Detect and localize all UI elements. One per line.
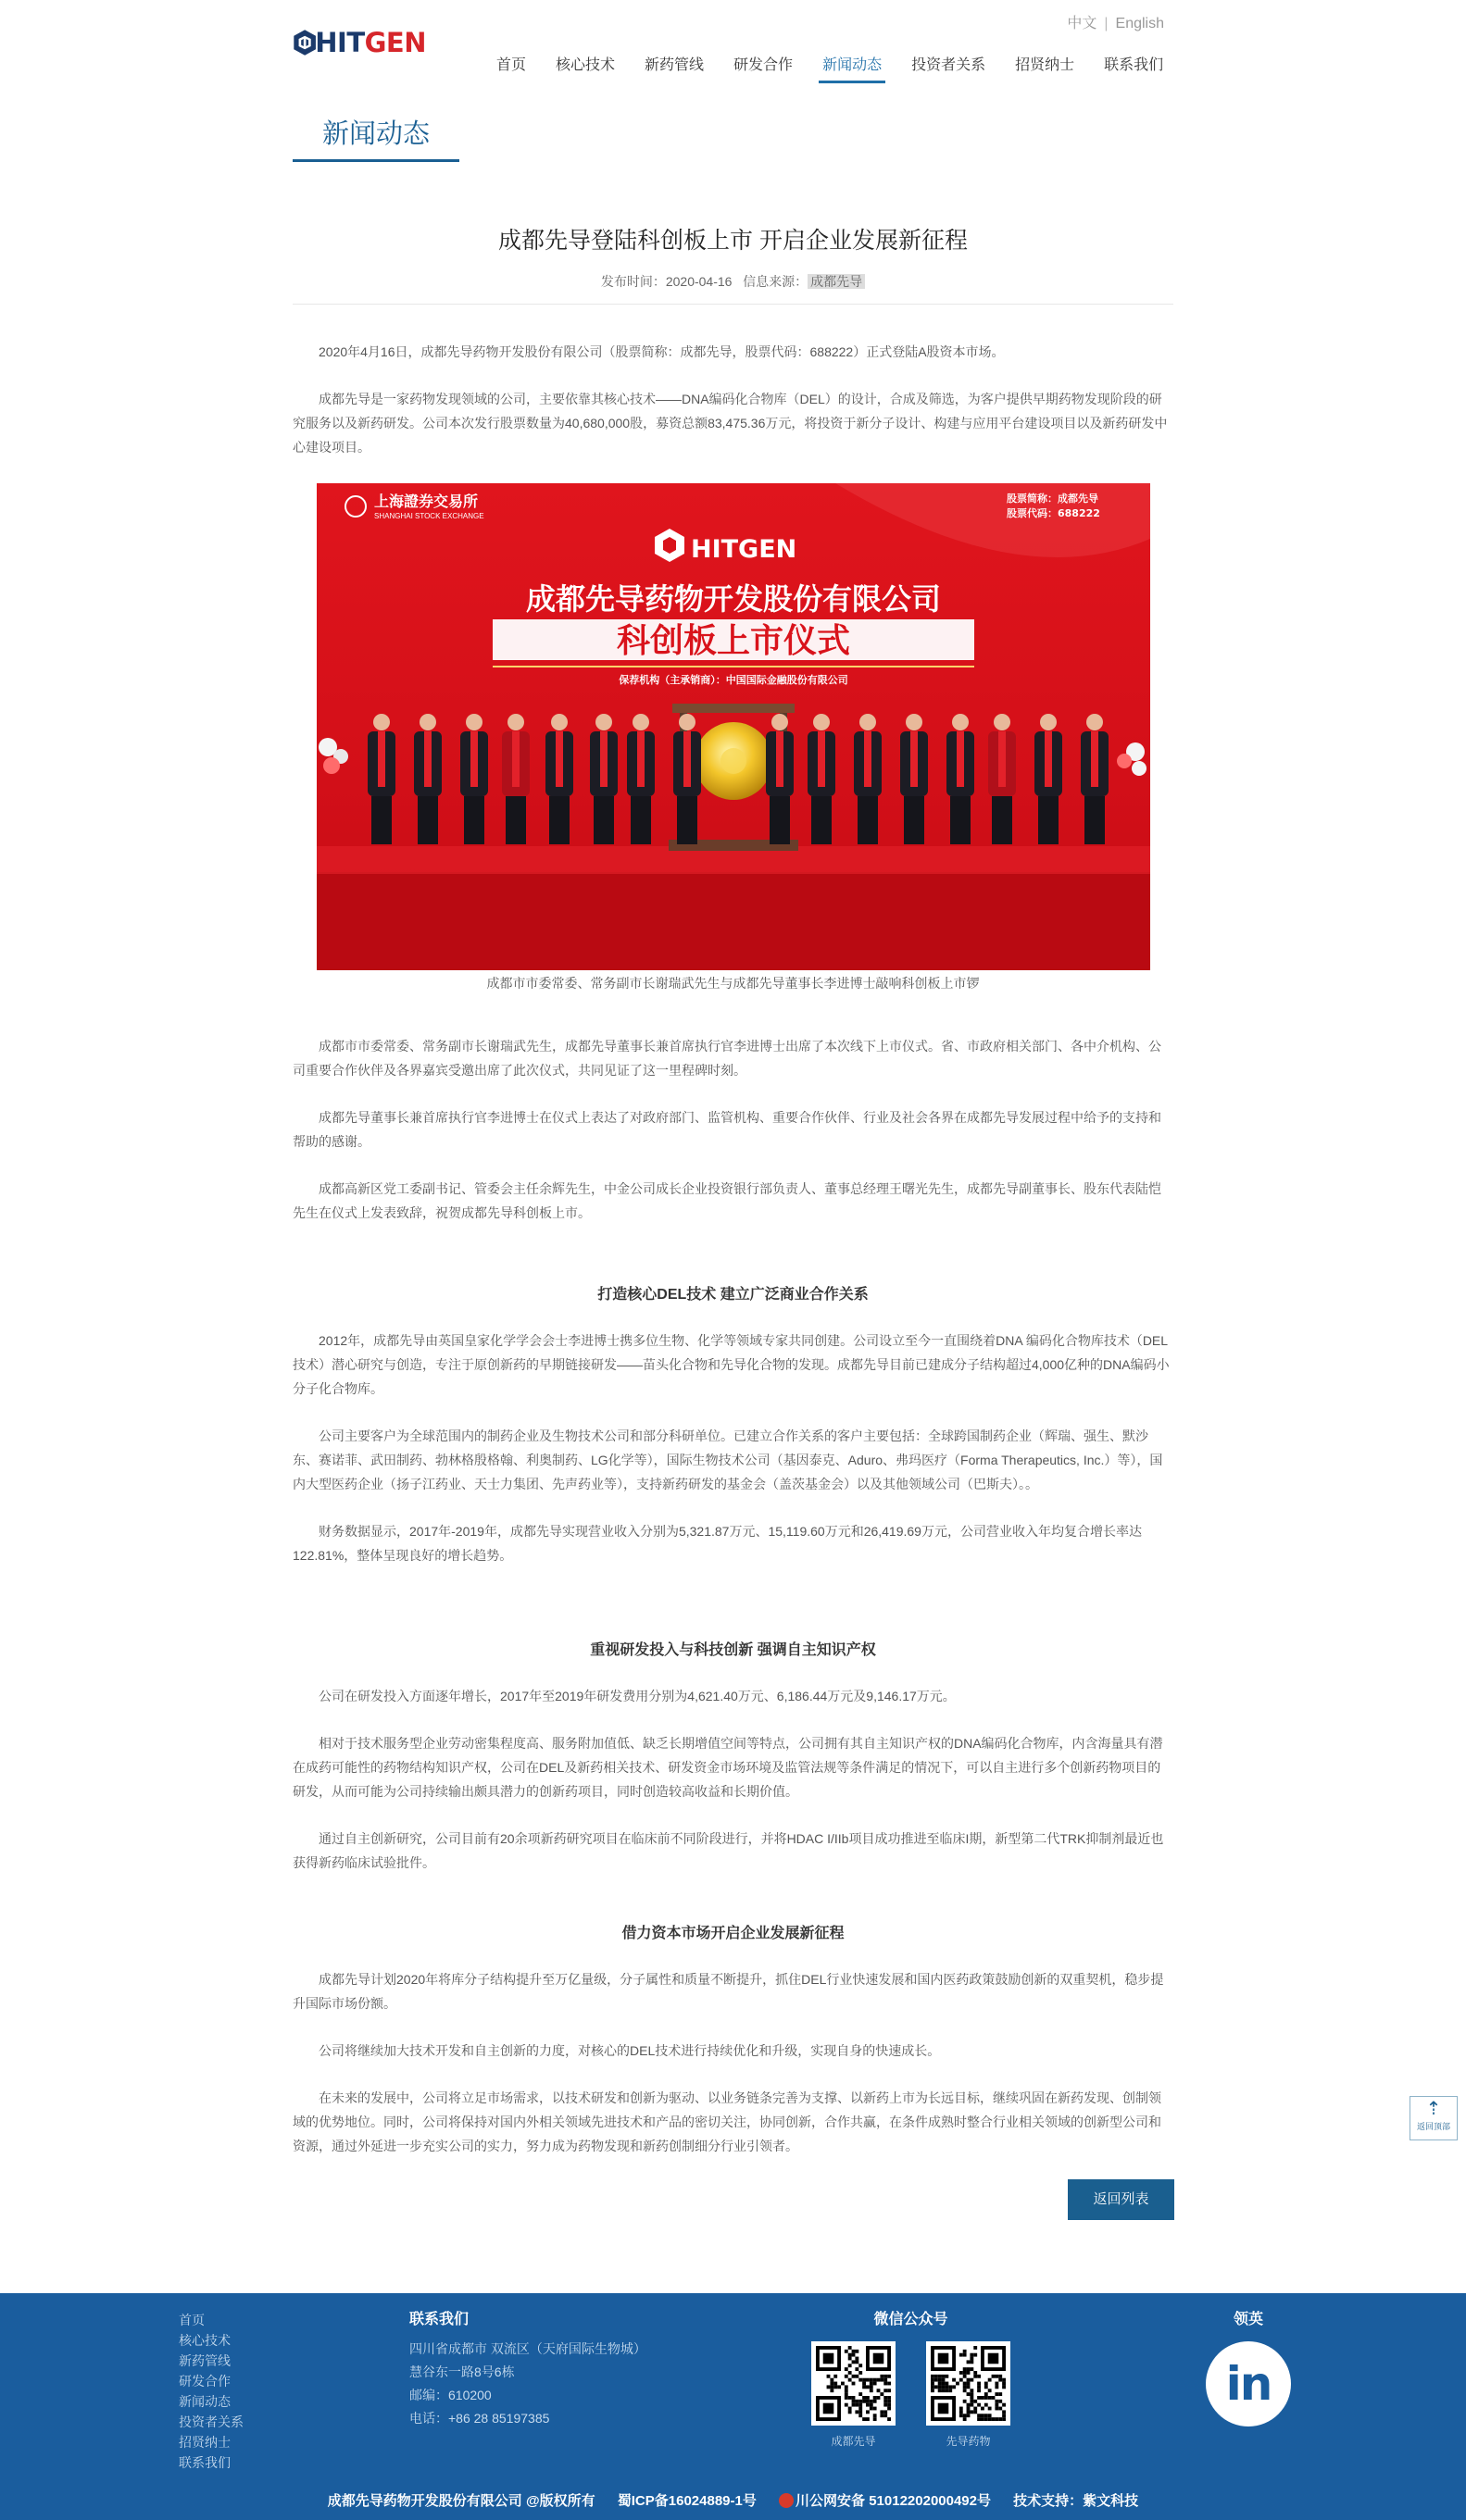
guest-figure xyxy=(1034,714,1062,844)
site-header xyxy=(0,0,1466,102)
banner-company-name: 成都先导药物开发股份有限公司 xyxy=(525,581,942,617)
paragraph: 成都先导董事长兼首席执行官李进博士在仪式上表达了对政府部门、监管机构、重要合作伙伴、行业及社会各界在成都先导发展过程中给予的支持和帮助的感谢。 xyxy=(293,1110,1161,1149)
footer-link-rd[interactable]: 研发合作 xyxy=(179,2374,231,2389)
subheading: 打造核心DEL技术 建立广泛商业合作关系 xyxy=(597,1287,869,1303)
paragraph: 成都先导计划2020年将库分子结构提升至万亿量级，分子属性和质量不断提升，抓住DEL行业快速发展和国内医药政策鼓励创新的双重契机，稳步提升国际市场份额。 xyxy=(293,1972,1164,2011)
footer-bottom-bar xyxy=(0,2490,1466,2510)
publish-label: 发布时间： xyxy=(600,274,666,289)
nav-news[interactable]: 新闻动态 xyxy=(808,53,896,90)
tech-support: 技术支持：紫文科技 xyxy=(1013,2493,1139,2509)
guest-figure xyxy=(946,714,974,844)
footer-linkedin xyxy=(1204,2310,1293,2426)
icp-link[interactable]: 蜀ICP备16024889-1号 xyxy=(617,2493,757,2509)
guest-figure xyxy=(545,714,573,844)
paragraph: 公司在研发投入方面逐年增长，2017年至2019年研发费用分别为4,621.40万元、6,186.44万元及9,146.17万元。 xyxy=(319,1689,956,1703)
nav-home[interactable]: 首页 xyxy=(496,57,527,73)
nav-careers[interactable]: 招贤纳士 xyxy=(1015,57,1075,73)
exchange-name-cn: 上海證券交易所 xyxy=(374,493,479,510)
banner-logo-text: HITGEN xyxy=(691,535,797,564)
news-article xyxy=(293,194,1173,2158)
nav-rd-partnership[interactable]: 研发合作 xyxy=(733,57,794,73)
nav-pipeline[interactable]: 新药管线 xyxy=(645,57,705,73)
qr-row xyxy=(811,2341,1010,2449)
guest-figure xyxy=(900,714,928,844)
linkedin-icon[interactable]: in xyxy=(1206,2341,1291,2426)
footer-link-contact[interactable]: 联系我们 xyxy=(179,2455,231,2470)
meta-divider xyxy=(293,304,1173,305)
hexagon-logo-icon xyxy=(293,21,317,64)
guest-figure xyxy=(808,714,835,844)
contact-title: 联系我们 xyxy=(409,2312,470,2327)
main-nav xyxy=(482,53,1178,90)
logo-text: HITGEN xyxy=(315,27,426,58)
nav-investors[interactable]: 投资者关系 xyxy=(911,57,986,73)
footer-links xyxy=(179,2310,244,2473)
paragraph: 2020年4月16日，成都先导药物开发股份有限公司（股票简称：成都先导，股票代码：688222）正式登陆A股资本市场。 xyxy=(319,344,1005,359)
qr-hitgen-pharma xyxy=(926,2341,1010,2449)
qr-caption: 成都先导 xyxy=(831,2435,876,2448)
lang-zh[interactable]: 中文 xyxy=(1067,16,1097,31)
paragraph: 通过自主创新研究，公司目前有20余项新药研究项目在临床前不同阶段进行，并将HDAC I/IIb项目成功推进至临床I期，新型第二代TRK抑制剂最近也获得新药临床试验批件。 xyxy=(293,1831,1164,1870)
subheading: 重视研发投入与科技创新 强调自主知识产权 xyxy=(590,1642,876,1658)
nav-core-tech[interactable]: 核心技术 xyxy=(556,57,616,73)
paragraph: 成都市市委常委、常务副市长谢瑞武先生，成都先导董事长兼首席执行官李进博士出席了本次线下上市仪式。省、市政府相关部门、各中介机构、公司重要合作伙伴及各界嘉宾受邀出席了此次仪式，共同见证了这一里程碑时刻。 xyxy=(293,1039,1161,1078)
guest-figure xyxy=(1081,714,1109,844)
copyright: 成都先导药物开发股份有限公司 @版权所有 xyxy=(327,2493,595,2509)
site-footer xyxy=(0,2293,1466,2520)
paragraph: 2012年，成都先导由英国皇家化学学会会士李进博士携多位生物、化学等领域专家共同创建。公司设立至今一直围绕着DNA 编码化合物库技术（DEL技术）潜心研究与创造，专注于原创新药的早期链接研发——苗头化合物和先导化合物的发现。成都先导目前已建成分子结构超过4,000亿种的DNA编码小分子化合物库。 xyxy=(293,1333,1170,1396)
guest-figure xyxy=(673,714,701,844)
paragraph: 财务数据显示，2017年-2019年，成都先导实现营业收入分别为5,321.87万元、15,119.60万元和26,419.69万元，公司营业收入年均复合增长率达122.81%，整体呈现良好的增长趋势。 xyxy=(293,1524,1142,1563)
section-title-text: 新闻动态 xyxy=(322,119,431,149)
paragraph: 成都先导是一家药物发现领域的公司，主要依靠其核心技术——DNA编码化合物库（DEL）的设计，合成及筛选，为客户提供早期药物发现阶段的研究服务以及新药研发。公司本次发行股票数量为40,680,000股，募资总额83,475.36万元，将投资于新分子设计、构建与应用平台建设项目以及新药研发中心建设项目。 xyxy=(293,392,1168,455)
nav-contact[interactable]: 联系我们 xyxy=(1104,57,1164,73)
banner-ceremony-title: 科创板上市仪式 xyxy=(616,622,851,660)
paragraph: 在未来的发展中，公司将立足市场需求，以技术研发和创新为驱动、以业务链条完善为支撑、以新药上市为长远目标，继续巩固在新药发现、创制领域的优势地位。同时，公司将保持对国内外相关领域先进技术和产品的密切关注，协同创新，合作共赢，在条件成熟时整合行业相关领域的创新型公司和资源，通过外延进一步充实公司的实力，努力成为药物发现和新药创制细分行业引领者。 xyxy=(293,2090,1161,2153)
footer-link-home[interactable]: 首页 xyxy=(179,2313,205,2327)
stock-name: 股票简称：成都先导 xyxy=(1007,493,1098,505)
footer-link-core-tech[interactable]: 核心技术 xyxy=(179,2333,231,2348)
paragraph: 公司主要客户为全球范围内的制药企业及生物技术公司和部分科研单位。已建立合作关系的客户主要包括：全球跨国制药企业（辉瑞、强生、默沙东、赛诺菲、武田制药、勃林格殷格翰、利奥制药、LG化学等），国际生物技术公司（基因泰克、Aduro、弗玛医疗（Forma Therapeutics, Inc.）等），国内大型医药企业（扬子江药业、天士力集团、先声药业等），支持新药研发的基金会（盖茨基金会）以及其他领域公司（巴斯夫）。。 xyxy=(293,1428,1163,1491)
article-meta xyxy=(293,272,1173,294)
footer-link-investors[interactable]: 投资者关系 xyxy=(179,2414,244,2429)
banner-sponsor: 保荐机构（主承销商）：中国国际金融股份有限公司 xyxy=(619,674,848,686)
guest-figure xyxy=(988,714,1016,844)
guest-figure xyxy=(627,714,655,844)
arrow-up-icon: ⇡ xyxy=(1425,2099,1442,2119)
guest-figure xyxy=(590,714,618,844)
linkedin-title: 领英 xyxy=(1233,2312,1263,2327)
photo-caption: 成都市市委常委、常务副市长谢瑞武先生与成都先导董事长李进博士敲响科创板上市锣 xyxy=(486,976,980,991)
qr-caption: 先导药物 xyxy=(946,2435,991,2448)
footer-wechat xyxy=(811,2310,1010,2449)
section-title xyxy=(293,109,459,163)
contact-address-line1: 四川省成都市 双流区（天府国际生物城） xyxy=(409,2341,646,2356)
contact-address-line2: 慧谷东一路8号6栋 xyxy=(409,2364,515,2379)
back-to-top-button[interactable] xyxy=(1410,2096,1458,2140)
wechat-title: 微信公众号 xyxy=(873,2312,948,2327)
article-title: 成都先导登陆科创板上市 开启企业发展新征程 xyxy=(498,228,968,254)
qr-chengdu-hitgen xyxy=(811,2341,896,2449)
source-label: 信息来源： xyxy=(743,274,808,289)
contact-postcode: 邮编：610200 xyxy=(409,2388,492,2402)
footer-link-careers[interactable]: 招贤纳士 xyxy=(179,2435,231,2450)
stock-code: 股票代码：688222 xyxy=(1007,507,1100,519)
exchange-name-en: SHANGHAI STOCK EXCHANGE xyxy=(374,512,484,520)
lang-en[interactable]: English xyxy=(1115,16,1164,31)
lang-separator: | xyxy=(1104,16,1109,31)
police-record[interactable]: 川公网安备 51012202000492号 xyxy=(779,2493,991,2509)
source-value: 成都先导 xyxy=(808,274,865,289)
back-to-list-button[interactable]: 返回列表 xyxy=(1068,2179,1174,2220)
subheading: 借力资本市场开启企业发展新征程 xyxy=(621,1926,845,1941)
footer-contact xyxy=(409,2310,646,2430)
section-title-underline xyxy=(293,159,459,162)
hitgen-logo[interactable] xyxy=(293,20,426,65)
contact-phone: 电话：+86 28 85197385 xyxy=(409,2411,550,2426)
guest-figure xyxy=(368,714,395,844)
ipo-ceremony-photo xyxy=(317,483,1150,970)
footer-link-news[interactable]: 新闻动态 xyxy=(179,2394,231,2409)
ceremony-illustration xyxy=(317,483,1150,970)
publish-date: 2020-04-16 xyxy=(665,274,733,289)
qr-code-icon xyxy=(811,2341,896,2426)
guest-figure xyxy=(502,714,530,844)
footer-link-pipeline[interactable]: 新药管线 xyxy=(179,2353,231,2368)
guest-figure xyxy=(414,714,442,844)
guest-figure xyxy=(766,714,794,844)
qr-code-icon xyxy=(926,2341,1010,2426)
guest-figure xyxy=(854,714,882,844)
guest-figure xyxy=(460,714,488,844)
police-badge-icon xyxy=(779,2493,794,2508)
back-to-top-label: 返回顶部 xyxy=(1416,2122,1450,2131)
paragraph: 相对于技术服务型企业劳动密集程度高、服务附加值低、缺乏长期增值空间等特点，公司拥有其自主知识产权的DNA编码化合物库，内含海量具有潜在成药可能性的药物结构知识产权，公司在DEL及新药相关技术、研发资金市场环境及监管法规等条件满足的情况下，可以自主进行多个创新药物项目的研发，从而可能为公司持续输出颇具潜力的创新药项目，同时创造较高收益和长期价值。 xyxy=(293,1736,1163,1799)
paragraph: 公司将继续加大技术开发和自主创新的力度，对核心的DEL技术进行持续优化和升级，实现自身的快速成长。 xyxy=(319,2043,941,2058)
paragraph: 成都高新区党工委副书记、管委会主任余辉先生，中金公司成长企业投资银行部负责人、董事总经理王曙光先生，成都先导副董事长、股东代表陆恺先生在仪式上发表致辞，祝贺成都先导科创板上市。 xyxy=(293,1181,1161,1220)
language-switcher xyxy=(1067,11,1164,32)
